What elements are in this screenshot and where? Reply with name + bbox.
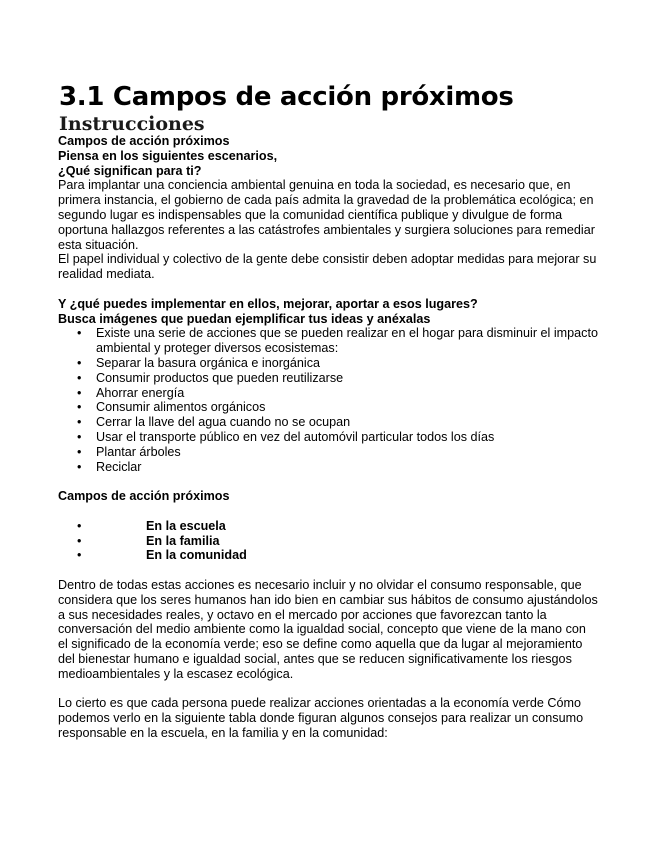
list-item: • Separar la basura orgánica e inorgánica <box>58 356 598 371</box>
list-item: • Reciclar <box>58 460 598 475</box>
closing-paragraph-1: Dentro de todas estas acciones es necesario incluir y no olvidar el consumo responsable, que considera que los seres humanos han ido bien en cambiar sus hábitos de consumo ajustándolos a sus necesidades reales, y octavo en el mercado por acciones que favorezcan tanto la conversación del medio ambiente como la igualdad social, concepto que viene de la mano con el significado de la economía verde; eso se define como aquella que da lugar al mejoramiento del bienestar humano e igualdad social, antes que se reducen significativamente los riesgos medioambientales y la escasez ecológica. <box>58 577 598 681</box>
list-item: • Consumir productos que pueden reutilizarse <box>58 371 598 386</box>
intro-paragraph-1: Para implantar una conciencia ambiental genuina en toda la sociedad, es necesario que, en primera instancia, el gobierno de cada país admita la gravedad de la problemática ecológica; en segundo lugar es indispensables que la comunidad científica publique y divulgue de forma oportuna hallazgos referentes a las catástrofes ambientales y surgiera soluciones para remediar esta situación. <box>58 178 595 252</box>
list-item: • Plantar árboles <box>58 445 598 460</box>
actions-list <box>58 326 598 474</box>
spacer <box>58 474 598 489</box>
intro-heading: Campos de acción próximos <box>58 134 230 148</box>
page-title: 3.1 Campos de acción próximos <box>59 82 514 112</box>
document-body <box>58 134 598 741</box>
fields-list <box>58 519 598 563</box>
spacer <box>58 563 598 578</box>
list-item: • En la comunidad <box>58 548 598 563</box>
list-item: • Cerrar la llave del agua cuando no se ocupan <box>58 415 598 430</box>
spacer <box>58 504 598 519</box>
intro-question: ¿Qué significan para ti? <box>58 163 202 178</box>
spacer <box>58 681 598 696</box>
section-subtitle: Instrucciones <box>59 113 205 135</box>
intro-paragraph-2: El papel individual y colectivo de la gente debe consistir deben adoptar medidas para mejorar su realidad mediata. <box>58 252 597 282</box>
list-item: • Consumir alimentos orgánicos <box>58 400 598 415</box>
question-2: Busca imágenes que puedan ejemplificar tus ideas y anéxalas <box>58 311 431 326</box>
list-item: • Existe una serie de acciones que se pueden realizar en el hogar para disminuir el impacto ambiental y proteger diversos ecosistemas: <box>58 326 598 356</box>
spacer <box>58 282 598 297</box>
intro-prompt: Piensa en los siguientes escenarios, <box>58 148 278 163</box>
list-item: • En la escuela <box>58 519 598 534</box>
closing-paragraph-2: Lo cierto es que cada persona puede realizar acciones orientadas a la economía verde Cómo podemos verlo en la siguiente tabla donde figuran algunos consejos para realizar un consumo responsable en la escuela, en la familia y en la comunidad: <box>58 696 584 740</box>
list-item: • En la familia <box>58 534 598 549</box>
fields-heading: Campos de acción próximos <box>58 489 230 504</box>
question-1: Y ¿qué puedes implementar en ellos, mejorar, aportar a esos lugares? <box>58 296 478 311</box>
list-item: • Ahorrar energía <box>58 386 598 401</box>
list-item: • Usar el transporte público en vez del automóvil particular todos los días <box>58 430 598 445</box>
